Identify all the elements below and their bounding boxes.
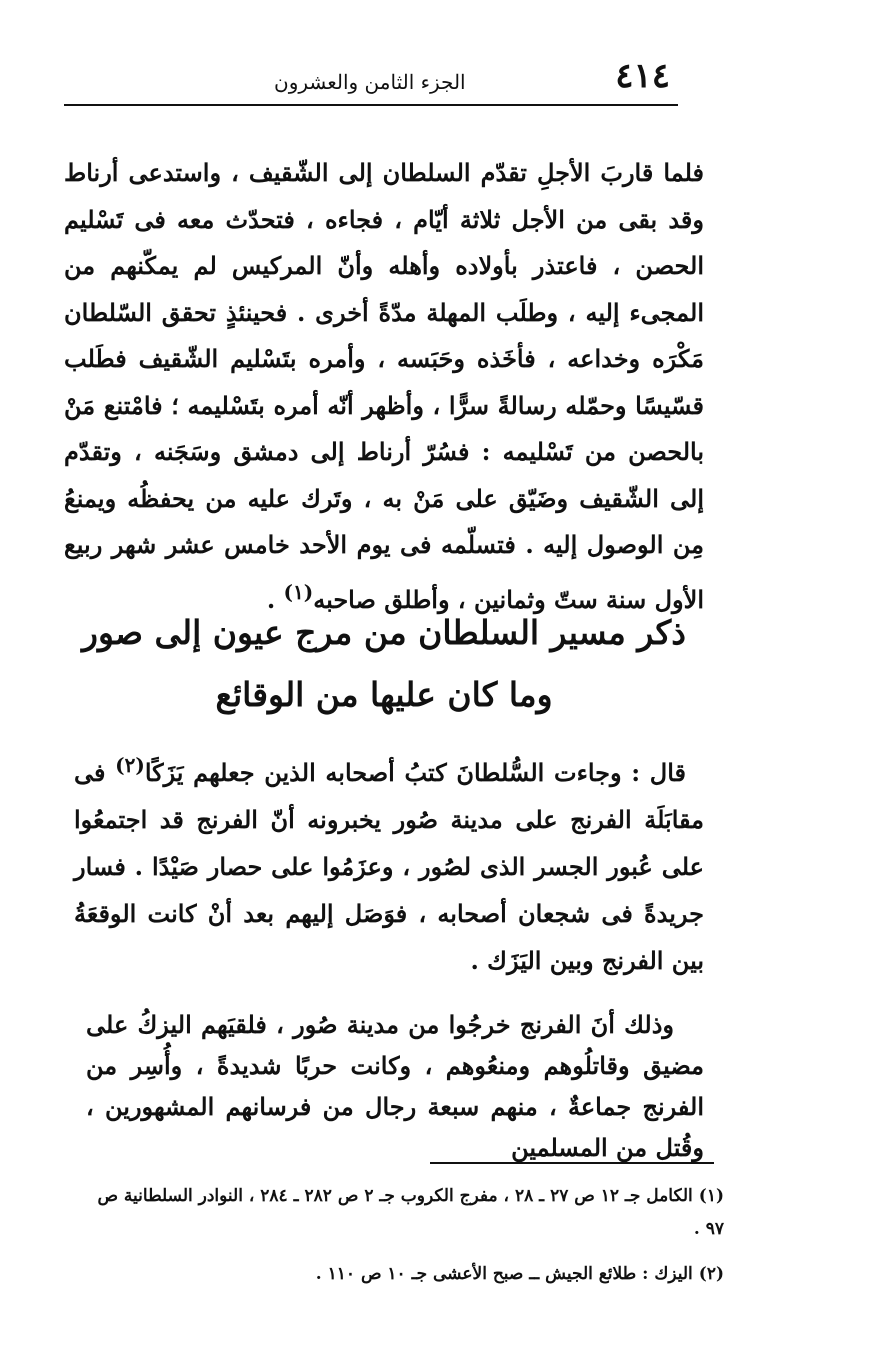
footnote-1 <box>80 1180 724 1246</box>
footnote-2-number: (٢) <box>698 1264 724 1284</box>
paragraph-2 <box>74 742 704 984</box>
running-head: الجزء الثامن والعشرون <box>274 70 466 94</box>
footnote-ref-2: (٢) <box>115 753 145 777</box>
footnote-1-number: (١) <box>698 1186 724 1206</box>
paragraph-2-start: قال : وجاءت السُّلطانَ كتبُ أصحابه الذين جعلهم يَزَكًا <box>144 758 686 787</box>
footnote-rule <box>430 1162 714 1164</box>
paragraph-3: وذلك أنَ الفرنج خرجُوا من مدينة صُور ، فلقيَهم اليزكُ على مضيق وقاتلُوهم ومنعُوهم ، وكانت حربًا شديدةً ، وأُسِر من الفرنج جماعةٌ ، منهم سبعة رجال من فرسانهم المشهورين ، وقُتل من المسلمين <box>86 1010 704 1162</box>
header-rule <box>64 104 678 106</box>
footnote-1-text: الكامل جـ ١٢ ص ٢٧ ـ ٢٨ ، مفرج الكروب جـ ٢ ص ٢٨٢ ـ ٢٨٤ ، النوادر السلطانية ص ٩٧ . <box>97 1186 724 1239</box>
footnote-2 <box>80 1258 724 1291</box>
page-number: ٤١٤ <box>615 56 670 96</box>
paragraph-1-end: . <box>266 584 284 614</box>
paragraph-1-text: فلما قاربَ الأجلِ تقدّم السلطان إلى الشّقيف ، واستدعى أرناط وقد بقى من الأجل ثلاثة أيّام ، فجاءه ، فتحدّث معه فى تَسْليم الحصن ، فاعتذر بأولاده وأهله وأنّ المركيس لم يمكّنهم من المجىء إليه ، وطلَب المهلة مدّةً أخرى . فحينئذٍ تحقق السّلطان مَكْرَه وخداعه ، فأخَذه وحَبَسه ، وأمره بتَسْليم الشّقيف فطَلب قسّيسًا وحمّله رسالةً سرًّا ، وأظهر أنّه أمره بتَسْليمه ؛ فامْتنع مَنْ بالحصن من تَسْليمه : فسُرّ أرناط إلى دمشق وسَجَنه ، وتقدّم إلى الشّقيف وضَيّق على مَنْ به ، وتَرك عليه من يحفظُه ويمنعُ مِن الوصول إليه . فتسلّمه فى يوم الأحد خامس عشر شهر ربيع الأول سنة ستّ وثمانين ، وأطلق صاحبه <box>64 158 704 614</box>
footnote-2-text: اليزك : طلائع الجيش ــ صبح الأعشى جـ ١٠ ص ١١٠ . <box>315 1264 693 1284</box>
paragraph-2-rest: فى مقابَلَة الفرنج على مدينة صُور يخبرونه أنّ الفرنج قد اجتمعُوا على عُبور الجسر الذى لصُور ، وعزَمُوا على حصار صَيْدًا . فسار جريدةً فى شجعان أصحابه ، فوَصَل إليهم بعد أنْ كانت الوقعَةُ بين الفرنج وبين اليَزَك . <box>74 758 704 975</box>
paragraph-1 <box>64 150 704 623</box>
page-header <box>64 56 678 96</box>
section-heading: ذكر مسير السلطان من مرج عيون إلى صور وما كان عليها من الوقائع <box>82 613 686 714</box>
footnotes <box>80 1180 724 1303</box>
footnote-ref-1: (١) <box>283 579 314 604</box>
